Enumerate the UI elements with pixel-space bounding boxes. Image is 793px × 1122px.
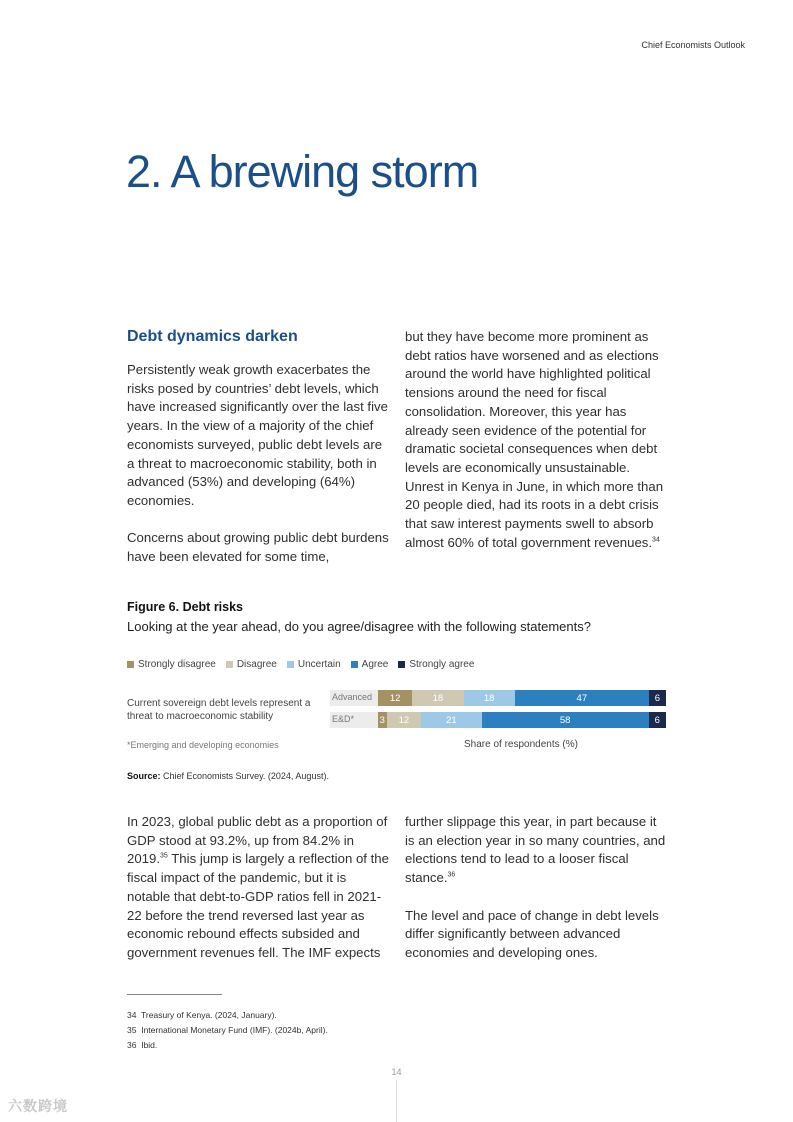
paragraph: In 2023, global public debt as a proportion of GDP stood at 93.2%, up from 84.2% in 2019.35 This jump is largely a reflection of the fiscal impact of the pandemic, but it is notable that debt-to-GDP ratios fell in 2021-22 before the trend reversed last year as economic rebound effects subsided and government revenues fell. The IMF expects: [127, 814, 389, 960]
footnote-item: 36 Ibid.: [127, 1040, 158, 1050]
bar-segment: 21: [421, 712, 481, 728]
footnote-divider: [127, 994, 222, 995]
legend-item: [287, 659, 341, 670]
legend-label: Strongly disagree: [138, 659, 216, 670]
bar-segment: 58: [482, 712, 649, 728]
bar-segment: 3: [378, 712, 387, 728]
chapter-title: 2. A brewing storm: [126, 146, 479, 197]
bar-track-ed: [330, 712, 666, 728]
legend-item: [226, 659, 277, 670]
bar-segment: 18: [412, 690, 463, 706]
x-axis-title: Share of respondents (%): [464, 739, 578, 750]
footnote-ref[interactable]: 34: [652, 536, 660, 544]
legend-item: [398, 659, 474, 670]
legend-label: Agree: [361, 659, 389, 670]
page-divider: [396, 1080, 397, 1122]
bar-segment: 6: [649, 712, 666, 728]
figure-title: Figure 6. Debt risks: [127, 600, 244, 614]
chart-legend: [127, 659, 474, 670]
left-column-2: [127, 813, 389, 963]
right-column: [405, 328, 667, 552]
bar-segment: 47: [515, 690, 649, 706]
legend-label: Strongly agree: [409, 659, 475, 670]
figure-source: Source: Chief Economists Survey. (2024, August).: [127, 771, 329, 781]
legend-swatch: [398, 661, 405, 668]
legend-swatch: [351, 661, 358, 668]
legend-swatch: [287, 661, 294, 668]
legend-label: Uncertain: [297, 659, 341, 670]
bar-segment: 18: [464, 690, 515, 706]
paragraph: The level and pace of change in debt levels differ significantly between advanced economies and developing ones.: [405, 907, 659, 960]
legend-item: [127, 659, 216, 670]
bar-segment: 12: [378, 690, 412, 706]
category-label: Advanced: [332, 692, 373, 702]
figure-subtitle: Looking at the year ahead, do you agree/disagree with the following statements?: [127, 619, 591, 634]
legend-label: Disagree: [236, 659, 277, 670]
footnote-item: 34 Treasury of Kenya. (2024, January).: [127, 1010, 277, 1020]
footnote-ref[interactable]: 36: [447, 871, 456, 879]
bar-track-advanced: [330, 690, 666, 706]
category-label: E&D*: [332, 714, 355, 724]
legend-swatch: [127, 661, 134, 668]
chart-footnote: *Emerging and developing economies: [127, 740, 279, 750]
report-header-title: Chief Economists Outlook: [641, 40, 745, 50]
footnote-ref[interactable]: 35: [160, 853, 168, 861]
legend-item: [351, 659, 389, 670]
left-column: [127, 327, 389, 567]
paragraph: Persistently weak growth exacerbates the risks posed by countries’ debt levels, which have increased significantly over the last five years. In the view of a majority of the chief economists surveyed, public debt levels are a threat to macroeconomic stability, both in advanced (53%) and developing (64%) economies.: [127, 362, 388, 508]
right-column-2: [405, 813, 667, 963]
bar-segment: 12: [387, 712, 422, 728]
paragraph: Concerns about growing public debt burdens have been elevated for some time,: [127, 530, 389, 565]
legend-swatch: [226, 661, 233, 668]
footnotes: [127, 1008, 328, 1053]
section-heading: Debt dynamics darken: [127, 328, 298, 345]
page-number: 14: [391, 1067, 402, 1077]
footnote-item: 35 International Monetary Fund (IMF). (2024b, April).: [127, 1025, 328, 1035]
paragraph: further slippage this year, in part because it is an election year in so many countries, and elections tend to lead to a looser fiscal stance.$^{36}$: [405, 814, 666, 886]
chart-statement-label: Current sovereign debt levels represent a threat to macroeconomic stability: [127, 698, 311, 722]
paragraph: but they have become more prominent as debt ratios have worsened and as elections around the world have highlighted political tensions around the need for fiscal consolidation. Moreover, this year has already seen evidence of the potential for dramatic societal consequences when debt levels are economically unsustainable. Unrest in Kenya in June, in which more than 20 people died, had its roots in a debt crisis that saw interest payments swell to absorb almost 60% of total government revenues.$^{34}$: [405, 329, 664, 550]
bar-segment: 6: [649, 690, 666, 706]
watermark: 六数跨境: [8, 1098, 68, 1114]
